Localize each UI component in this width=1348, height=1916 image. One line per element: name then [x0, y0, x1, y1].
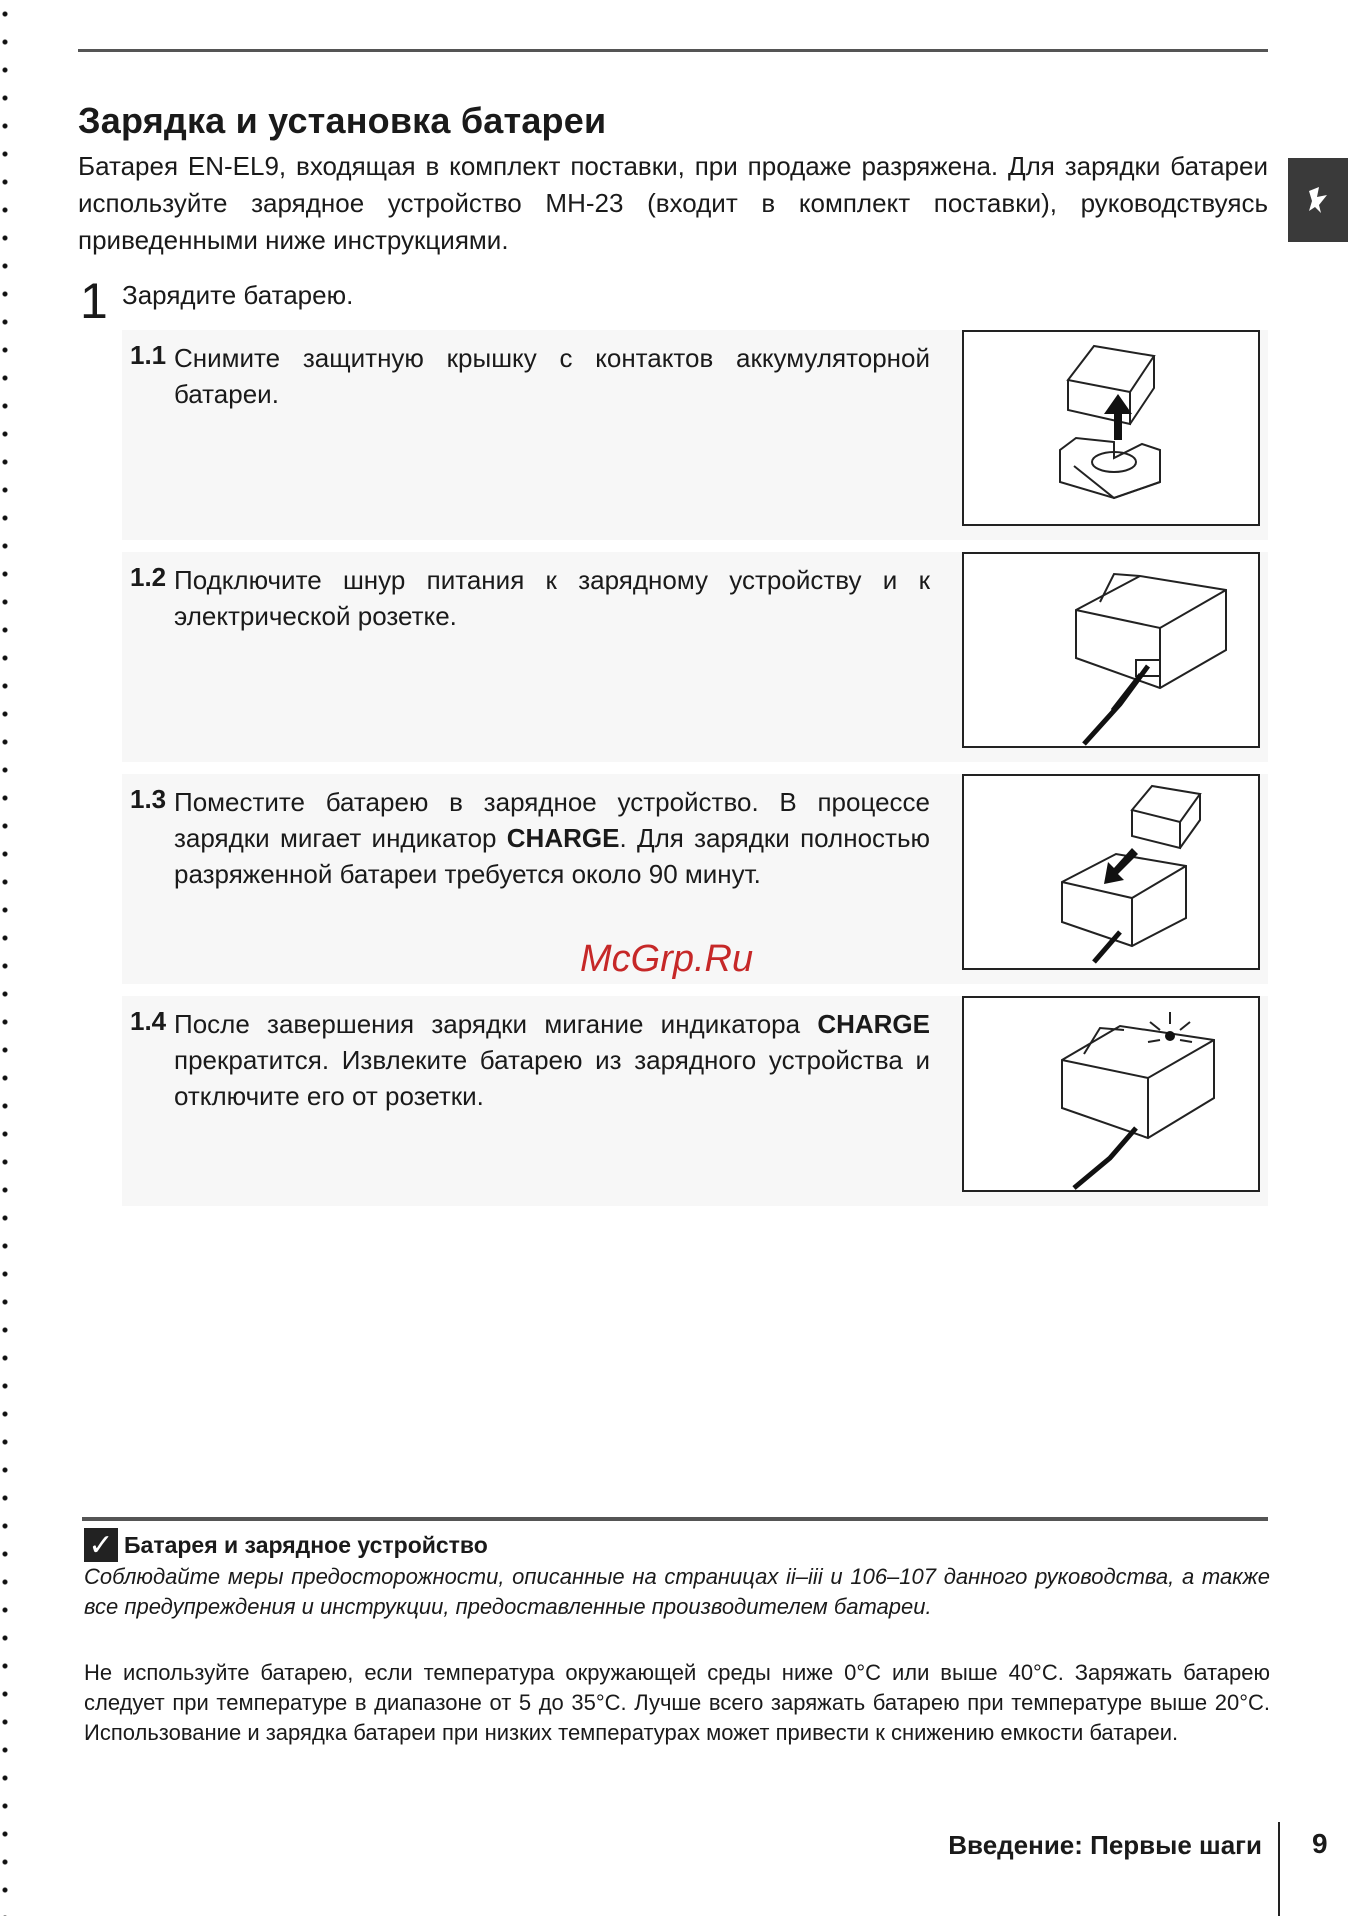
substep-text: Подключите шнур питания к зарядному устройству и к электрической розетке.: [174, 565, 930, 631]
note-caution-text: Соблюдайте меры предосторожности, описанные на страницах ii–iii и 106–107 данного руководства, а также все предупреждения и инструкции, предоставленные производителем батареи.: [84, 1564, 1270, 1619]
note-body-text: Не используйте батарею, если температура окружающей среды ниже 0°C или выше 40°C. Заряжать батарею следует при температуре в диапазоне от 5 до 35°C. Лучше всего заряжать батарею при температуре выше 20°C. Использование и зарядка батареи при низких температурах может привести к снижению емкости батареи.: [84, 1660, 1270, 1745]
battery-cover-illustration: [962, 330, 1260, 526]
page-number: 9: [1312, 1828, 1328, 1859]
note-title: Батарея и зарядное устройство: [124, 1532, 488, 1558]
binding-dots: [0, 0, 10, 1916]
footer-section-title: Введение: Первые шаги: [948, 1830, 1262, 1860]
substep-label: 1.2: [130, 562, 167, 592]
substep-text: После завершения зарядки мигание индикатора CHARGE прекратится. Извлеките батарею из зарядного устройства и отключите его от розетки.: [174, 1009, 930, 1111]
charger-cable-illustration: [962, 552, 1260, 748]
check-icon: ✓: [84, 1528, 118, 1562]
chapter-tab: [1288, 158, 1348, 242]
substep-label: 1.3: [130, 784, 167, 814]
substep-label: 1.1: [130, 340, 167, 370]
footer-divider: [1278, 1822, 1280, 1916]
battery-insert-illustration: [962, 774, 1260, 970]
top-rule: [78, 49, 1268, 52]
step-title: Зарядите батарею.: [122, 280, 354, 310]
step-number: 1: [80, 273, 108, 329]
substep-1-1: [122, 330, 1268, 540]
watermark: McGrp.Ru: [580, 938, 754, 980]
substep-1-2: [122, 552, 1268, 762]
intro-paragraph: Батарея EN-EL9, входящая в комплект поставки, при продаже разряжена. Для зарядки батареи используйте зарядное устройство MH-23 (входит в комплект поставки), руководствуясь приведенными ниже инструкциями.: [78, 151, 1268, 255]
substep-label: 1.4: [130, 1006, 167, 1036]
page-title: Зарядка и установка батареи: [78, 100, 607, 141]
chapter-tab-icon: [1303, 183, 1333, 217]
substep-text: Поместите батарею в зарядное устройство. В процессе зарядки мигает индикатор CHARGE. Для зарядки полностью разряженной батареи требуется около 90 минут.: [174, 787, 930, 889]
note-rule: [82, 1517, 1268, 1521]
substep-1-4: [122, 996, 1268, 1206]
charge-complete-illustration: [962, 996, 1260, 1192]
substep-text: Снимите защитную крышку с контактов аккумуляторной батареи.: [174, 343, 930, 409]
